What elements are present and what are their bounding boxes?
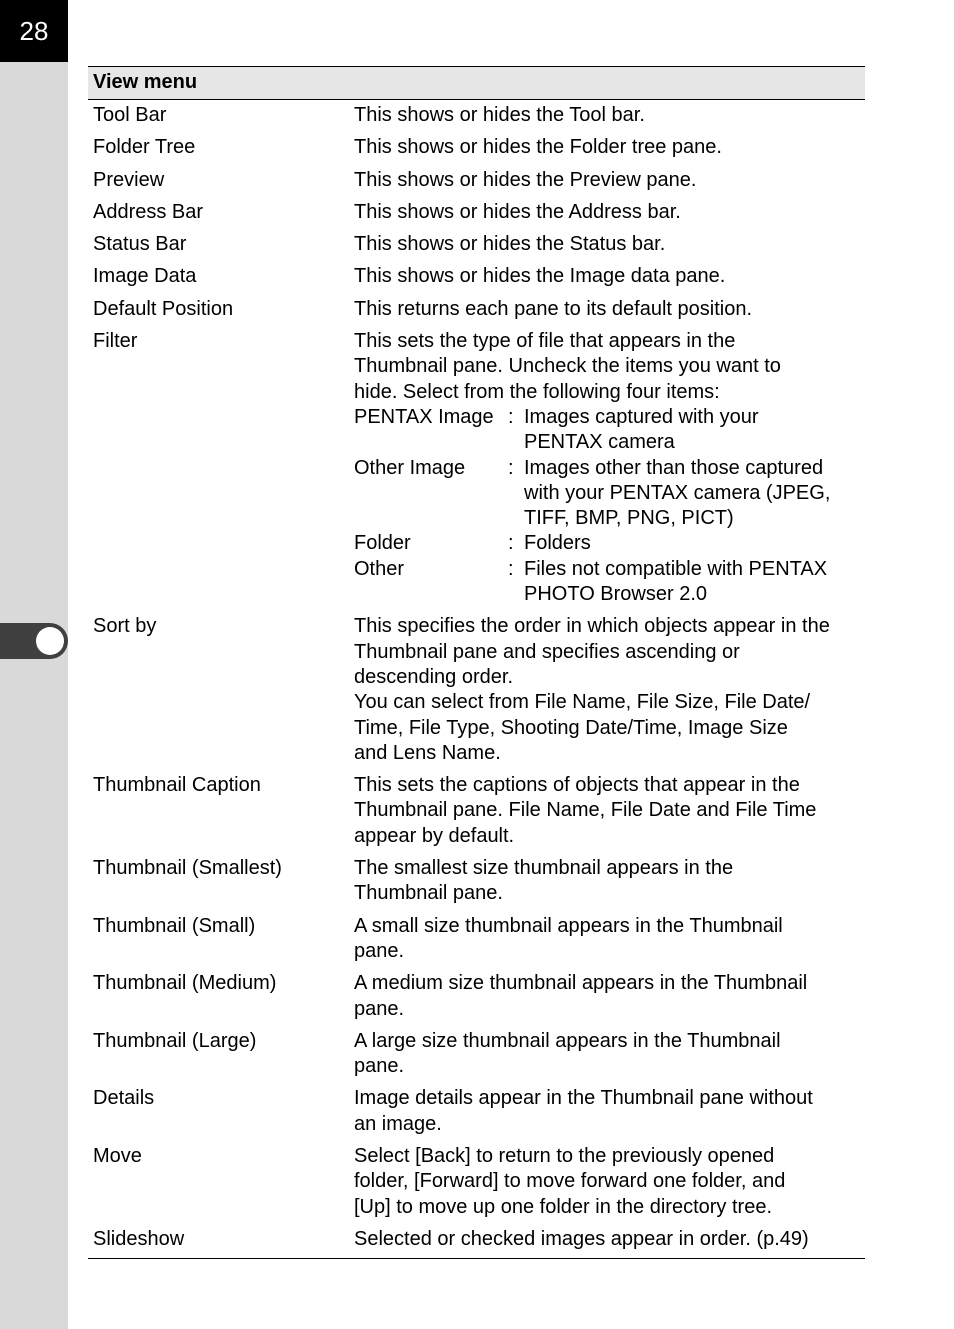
- option-value-line: PENTAX camera: [524, 431, 675, 454]
- option-value: [508, 456, 860, 532]
- row-description: [354, 200, 860, 225]
- option-value-line: with your PENTAX camera (JPEG,: [524, 481, 831, 504]
- row-description: [354, 614, 860, 766]
- option-value-line: Files not compatible with PENTAX: [524, 557, 828, 580]
- description-line: This shows or hides the Folder tree pane.: [354, 136, 722, 159]
- table-row: [88, 193, 865, 225]
- row-term: Filter: [93, 330, 138, 353]
- table-row: [88, 964, 865, 1022]
- table-row: [88, 766, 865, 849]
- row-description: [354, 135, 860, 160]
- side-strip: [0, 0, 68, 1329]
- row-description: [354, 1029, 860, 1080]
- table-row: [88, 1137, 865, 1220]
- row-description: [354, 856, 860, 907]
- filter-option: [354, 557, 860, 608]
- description-line: A small size thumbnail appears in the Thumbnail: [354, 914, 783, 937]
- description-line: This sets the captions of objects that appear in the: [354, 774, 800, 797]
- description-line: Thumbnail pane.: [354, 882, 503, 905]
- description-line: pane.: [354, 997, 405, 1020]
- description-line: appear by default.: [354, 824, 515, 847]
- description-line: This sets the type of file that appears in the: [354, 330, 736, 353]
- description-line: Time, File Type, Shooting Date/Time, Image Size: [354, 716, 788, 739]
- option-value: [508, 557, 860, 608]
- table-row: [88, 907, 865, 965]
- row-description: [354, 264, 860, 289]
- row-term: Thumbnail (Small): [93, 914, 256, 937]
- row-description: [354, 1227, 860, 1252]
- table-row: [88, 1079, 865, 1137]
- description-line: This shows or hides the Tool bar.: [354, 104, 645, 126]
- table-row: [88, 100, 865, 128]
- row-term: Status Bar: [93, 233, 187, 256]
- option-key: Other :: [354, 557, 508, 608]
- option-separator: :: [508, 532, 514, 555]
- table-row: [88, 607, 865, 766]
- description-line: This shows or hides the Preview pane.: [354, 168, 697, 191]
- description-line: Thumbnail pane. File Name, File Date and File Time: [354, 799, 817, 822]
- table-row: [88, 849, 865, 907]
- description-line: A large size thumbnail appears in the Thumbnail: [354, 1029, 781, 1052]
- description-line: This shows or hides the Image data pane.: [354, 265, 726, 288]
- page-number: 28: [0, 0, 68, 62]
- description-line: Image details appear in the Thumbnail pane without: [354, 1087, 813, 1110]
- option-value-line: Images captured with your: [524, 405, 759, 428]
- description-line: descending order.: [354, 665, 514, 688]
- row-term: Thumbnail (Medium): [93, 972, 277, 995]
- row-description: [354, 103, 860, 128]
- description-line: and Lens Name.: [354, 741, 501, 764]
- row-term: Thumbnail (Large): [93, 1029, 257, 1052]
- option-value: [508, 405, 860, 456]
- table-row: [88, 257, 865, 289]
- chapter-tab: [0, 623, 68, 659]
- description-line: Thumbnail pane. Uncheck the items you want to: [354, 355, 781, 378]
- option-key: Other Image :: [354, 456, 508, 532]
- row-description: [354, 168, 860, 193]
- row-term: Default Position: [93, 297, 234, 320]
- row-term: Move: [93, 1144, 142, 1167]
- row-description: [354, 297, 860, 322]
- chapter-tab-dot: [36, 627, 64, 655]
- row-term: Tool Bar: [93, 104, 167, 126]
- option-value-line: PHOTO Browser 2.0: [524, 583, 708, 606]
- option-key: Folder :: [354, 531, 508, 556]
- description-line: Select [Back] to return to the previously opened: [354, 1144, 775, 1167]
- description-line: an image.: [354, 1112, 442, 1135]
- description-line: [Up] to move up one folder in the directory tree.: [354, 1195, 772, 1218]
- row-term: Preview: [93, 168, 165, 191]
- description-line: pane.: [354, 1055, 405, 1078]
- description-line: Selected or checked images appear in order. (p.49): [354, 1227, 809, 1250]
- option-key: PENTAX Image :: [354, 405, 508, 456]
- row-description: [354, 232, 860, 257]
- row-term: Thumbnail (Smallest): [93, 857, 282, 880]
- table-row: [88, 128, 865, 160]
- option-separator: :: [508, 456, 514, 479]
- description-line: You can select from File Name, File Size, File Date/: [354, 691, 811, 714]
- table-bottom-rule: [88, 1258, 865, 1259]
- row-term: Address Bar: [93, 200, 204, 223]
- description-line: This shows or hides the Status bar.: [354, 233, 666, 256]
- row-term: Slideshow: [93, 1227, 185, 1250]
- option-value-line: Folders: [524, 532, 591, 555]
- option-value-line: Images other than those captured: [524, 456, 824, 479]
- row-term: Details: [93, 1087, 155, 1110]
- table-row: [88, 161, 865, 193]
- table-row: [88, 322, 865, 607]
- table-row: [88, 1022, 865, 1080]
- table-row: [88, 290, 865, 322]
- description-line: pane.: [354, 939, 405, 962]
- row-term: Image Data: [93, 265, 197, 288]
- row-term: Sort by: [93, 615, 157, 638]
- row-description: [354, 773, 860, 849]
- filter-option: [354, 405, 860, 456]
- row-description: [354, 971, 860, 1022]
- description-line: A medium size thumbnail appears in the Thumbnail: [354, 972, 808, 995]
- filter-option: [354, 531, 860, 556]
- description-line: Thumbnail pane and specifies ascending or: [354, 640, 740, 663]
- table-rows: [88, 100, 865, 1252]
- description-line: The smallest size thumbnail appears in the: [354, 857, 734, 880]
- view-menu-table: [88, 66, 865, 1259]
- table-row: [88, 1220, 865, 1252]
- row-term: Thumbnail Caption: [93, 774, 261, 797]
- description-line: hide. Select from the following four items:: [354, 380, 720, 403]
- option-value-line: TIFF, BMP, PNG, PICT): [524, 507, 734, 530]
- description-line: This specifies the order in which objects appear in the: [354, 615, 830, 638]
- filter-option: [354, 456, 860, 532]
- row-description: [354, 1086, 860, 1137]
- description-line: This shows or hides the Address bar.: [354, 200, 681, 223]
- row-description: [354, 914, 860, 965]
- table-row: [88, 225, 865, 257]
- row-term: Folder Tree: [93, 136, 196, 159]
- description-line: This returns each pane to its default position.: [354, 297, 753, 320]
- row-description: [354, 329, 860, 607]
- description-line: folder, [Forward] to move forward one folder, and: [354, 1170, 786, 1193]
- option-value: [508, 531, 860, 556]
- table-header: View menu: [88, 66, 865, 100]
- row-description: [354, 1144, 860, 1220]
- option-separator: :: [508, 405, 514, 428]
- option-separator: :: [508, 557, 514, 580]
